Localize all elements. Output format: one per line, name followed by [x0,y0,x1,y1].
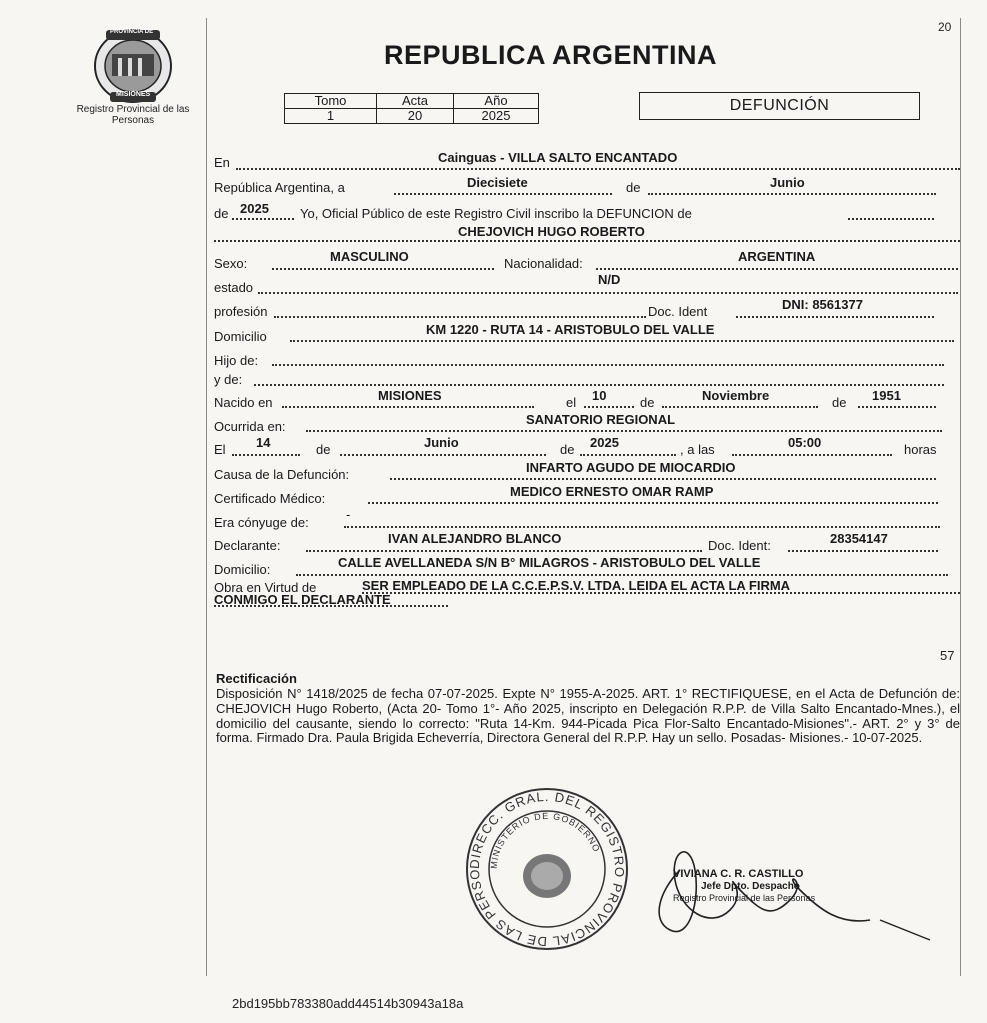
acta-label: Acta [377,94,454,109]
seal-inner-text: MINISTERIO DE GOBIERNO [488,810,602,870]
dotted-line [788,550,938,552]
tomo-value: 1 [285,109,377,124]
act-type-box: DEFUNCIÓN [639,92,920,120]
tomo-label: Tomo [285,94,377,109]
declarante-doc-value: 28354147 [830,531,888,546]
certificado-value: MEDICO ERNESTO OMAR RAMP [510,484,714,499]
de-label: de [640,395,655,410]
ocurrida-label: Ocurrida en: [214,419,286,434]
birthplace-value: MISIONES [378,388,442,403]
stamp-line-1: VIVIANA C. R. CASTILLO [673,868,804,880]
el-label: el [566,395,577,410]
de-label: de [560,442,575,457]
dotted-line [584,406,634,408]
stamp-line-2: Jefe Dpto. Despacho [701,881,800,892]
dotted-line [232,218,294,220]
domicilio-label: Domicilio [214,329,267,344]
a-las-label: , a las [680,442,715,457]
logo-text-bottom: MISIONES [116,91,151,98]
dotted-line [858,406,936,408]
rectificacion-heading: Rectificación [216,671,297,686]
declarante-doc-label: Doc. Ident: [708,538,771,553]
page-title: REPUBLICA ARGENTINA [384,40,717,70]
domicilio-value: KM 1220 - RUTA 14 - ARISTOBULO DEL VALLE [426,322,715,337]
estado-value: N/D [598,272,621,287]
dotted-line [236,168,960,170]
rectificacion-text: Disposición N° 1418/2025 de fecha 07-07-2025. Expte N° 1955-A-2025. ART. 1° RECTIFIQUESE, en el Acta de Defunción de: CHEJOVICH Hugo Roberto, (Acta 20- Tomo 1°- Año 2025, inscripto en Delegación R.P.P. de Villa Salto Encantado-Mnes.), el domicilio del causante, siendo lo correcto: "Ruta 14-Km. 944-Picada Pica Flor-Salto Encantado-Misiones".- ART. 2° y 3° de forma. Firmado Dra. Paula Brigida Echeverría, Directora General del R.P.P. Hay un sello. Posadas- Misiones.- 10-07-2025. [216,686,960,746]
death-year: 2025 [590,435,619,450]
birth-year: 1951 [872,388,901,403]
certificado-label: Certificado Médico: [214,491,326,506]
declarante-domicilio: CALLE AVELLANEDA S/N B° MILAGROS - ARISTOBULO DEL VALLE [338,555,761,570]
dotted-line [344,526,940,528]
dotted-line [214,605,448,607]
dotted-line [362,592,960,594]
doc-ident-label: Doc. Ident [648,304,708,319]
month-value: Junio [770,175,805,190]
dotted-line [258,292,958,294]
nacionalidad-label: Nacionalidad: [504,256,583,271]
ocurrida-value: SANATORIO REGIONAL [526,412,676,427]
dotted-line [648,193,936,195]
dotted-line [732,454,892,456]
domicilio-label: Domicilio: [214,562,271,577]
dotted-line [390,478,936,480]
dotted-line [662,406,818,408]
sexo-label: Sexo: [214,256,248,271]
right-margin-line [960,18,961,976]
nacido-label: Nacido en [214,395,273,410]
logo-text-top: PROVINCIA DE [110,29,154,35]
conyuge-label: Era cónyuge de: [214,515,309,530]
profesion-label: profesión [214,304,268,319]
de-label: de [316,442,331,457]
hijo-label: Hijo de: [214,353,259,368]
de-label: de [214,206,229,221]
declarante-label: Declarante: [214,538,281,553]
tomo-acta-table [284,93,539,124]
day-value: Diecisiete [467,175,528,190]
dotted-line [296,574,948,576]
de-label: de [832,395,847,410]
left-margin-line [206,18,207,976]
birth-day: 10 [592,388,607,403]
dotted-line [848,218,934,220]
dotted-line [340,454,546,456]
sexo-value: MASCULINO [330,249,409,264]
dotted-line [282,406,534,408]
dotted-line [254,384,944,386]
dotted-line [368,502,938,504]
obra-label: Obra en Virtud de [214,580,317,595]
obra-value-line2: CONMIGO EL DECLARANTE [214,592,391,607]
death-day: 14 [256,435,271,450]
page-number-top: 20 [938,20,952,34]
page-number-mid: 57 [940,648,955,663]
dotted-line [272,268,494,270]
dotted-line [596,268,958,270]
causa-label: Causa de la Defunción: [214,467,350,482]
deceased-name: CHEJOVICH HUGO ROBERTO [458,224,645,239]
estado-label: estado [214,280,254,295]
republica-label: República Argentina, a [214,180,345,195]
footer-hash: 2bd195bb783380add44514b30943a18a [232,996,464,1011]
nacionalidad-value: ARGENTINA [738,249,816,264]
dotted-line [394,193,612,195]
de-label: de [626,180,641,195]
official-seal [456,772,632,954]
el-label: El [214,442,226,457]
declarante-value: IVAN ALEJANDRO BLANCO [388,531,562,546]
registry-label: Registro Provincial de las Personas [76,104,190,126]
dotted-line [272,364,944,366]
dotted-line [736,316,934,318]
dotted-line [306,430,942,432]
doc-ident-value: DNI: 8561377 [782,297,863,312]
place-value: Cainguas - VILLA SALTO ENCANTADO [438,150,678,165]
dotted-line [306,550,702,552]
death-month: Junio [424,435,459,450]
dotted-line [290,340,954,342]
causa-value: INFARTO AGUDO DE MIOCARDIO [526,460,736,475]
obra-value-line1: SER EMPLEADO DE LA C.C.E.P.S.V. LTDA. LEIDA EL ACTA LA FIRMA [362,578,791,593]
anio-label: Año [454,94,539,109]
death-time: 05:00 [788,435,822,450]
dotted-line [274,316,646,318]
acta-value: 20 [377,109,454,124]
declaration-text: Yo, Oficial Público de este Registro Civil inscribo la DEFUNCION de [300,206,692,221]
horas-label: horas [904,442,937,457]
seal-ring-text: DIRECC. GRAL. DEL REGISTRO PROVINCIAL DE LAS PERSONAS [456,772,628,950]
birth-month: Noviembre [702,388,770,403]
dotted-line [214,240,960,242]
stamp-line-3: Registro Provincial de las Personas [673,893,816,903]
dotted-line [580,454,676,456]
year-value: 2025 [240,201,269,216]
anio-value: 2025 [454,109,539,124]
conyuge-value: - [346,507,351,522]
y-de-label: y de: [214,372,243,387]
dotted-line [232,454,300,456]
en-label: En [214,155,230,170]
